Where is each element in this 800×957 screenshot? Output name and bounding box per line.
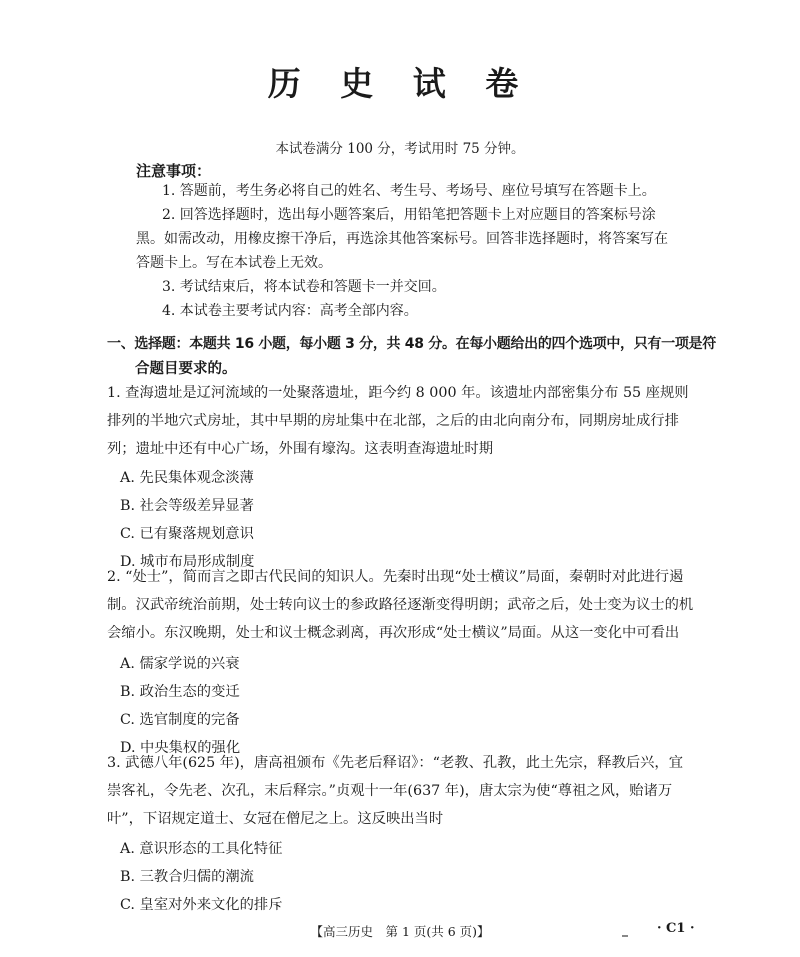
- notice-line: 黑。如需改动，用橡皮擦干净后，再选涂其他答案标号。回答非选择题时，将答案写在: [136, 231, 668, 247]
- page-title: 历 史 试 卷: [267, 64, 533, 103]
- question-3-option-c: C. 皇室对外来文化的排斥: [120, 897, 283, 913]
- notice-line: 4. 本试卷主要考试内容：高考全部内容。: [162, 303, 418, 319]
- paper-code: · C1 ·: [657, 921, 695, 936]
- question-2-option-c: C. 选官制度的完备: [120, 712, 240, 728]
- question-1-option-d: D. 城市布局形成制度: [120, 554, 255, 570]
- notice-line: 3. 考试结束后，将本试卷和答题卡一并交回。: [162, 279, 446, 295]
- section-heading: 一、选择题：本题共 16 小题，每小题 3 分，共 48 分。在每小题给出的四个选项中，只有一项是符: [107, 336, 716, 352]
- notice-line: 答题卡上。写在本试卷上无效。: [136, 255, 332, 271]
- question-1-option-c: C. 已有聚落规划意识: [120, 526, 254, 542]
- scan-mark: [622, 935, 628, 937]
- notice-heading: 注意事项：: [136, 162, 212, 180]
- notice-line: 2. 回答选择题时，选出每小题答案后，用铅笔把答题卡上对应题目的答案标号涂: [162, 207, 656, 223]
- section-heading-cont: 合题目要求的。: [135, 361, 237, 377]
- question-1-option-a: A. 先民集体观念淡薄: [120, 470, 254, 486]
- question-3-option-b: B. 三教合归儒的潮流: [120, 869, 254, 885]
- question-2-option-b: B. 政治生态的变迁: [120, 684, 240, 700]
- question-2-option-a: A. 儒家学说的兴衰: [120, 656, 240, 672]
- question-1-stem: 1. 查海遗址是辽河流域的一处聚落遗址，距今约 8 000 年。该遗址内部密集分布 55 座规则排列的半地穴式房址，其中早期的房址集中在北部，之后的由北向南分布，同期房址成行排列；遗址中还有中心广场，外围有壕沟。这表明查海遗址时期: [107, 385, 689, 457]
- question-3-option-a: A. 意识形态的工具化特征: [120, 841, 283, 857]
- notice-line: 1. 答题前，考生务必将自己的姓名、考生号、考场号、座位号填写在答题卡上。: [162, 183, 656, 199]
- question-3-stem: 3. 武德八年(625 年)，唐高祖颁布《先老后释诏》：“老教、孔教，此土先宗，释教后兴，宜崇客礼，令先老、次孔，末后释宗。”贞观十一年(637 年)，唐太宗为使“尊祖之风，贻诸万叶”，下诏规定道士、女冠在僧尼之上。这反映出当时: [107, 755, 684, 827]
- question-1-option-b: B. 社会等级差异显著: [120, 498, 254, 514]
- exam-info: 本试卷满分 100 分，考试用时 75 分钟。: [275, 141, 525, 157]
- question-2-stem: 2. “处士”，简而言之即古代民间的知识人。先秦时出现“处士横议”局面，秦朝时对此进行遏制。汉武帝统治前期，处士转向议士的参政路径逐渐变得明朗；武帝之后，处士变为议士的机会缩小。东汉晚期，处士和议士概念剥离，再次形成“处士横议”局面。从这一变化中可看出: [107, 569, 694, 641]
- page-footer: 【高三历史 第 1 页(共 6 页)】: [310, 924, 490, 939]
- question-2-option-d: D. 中央集权的强化: [120, 740, 241, 756]
